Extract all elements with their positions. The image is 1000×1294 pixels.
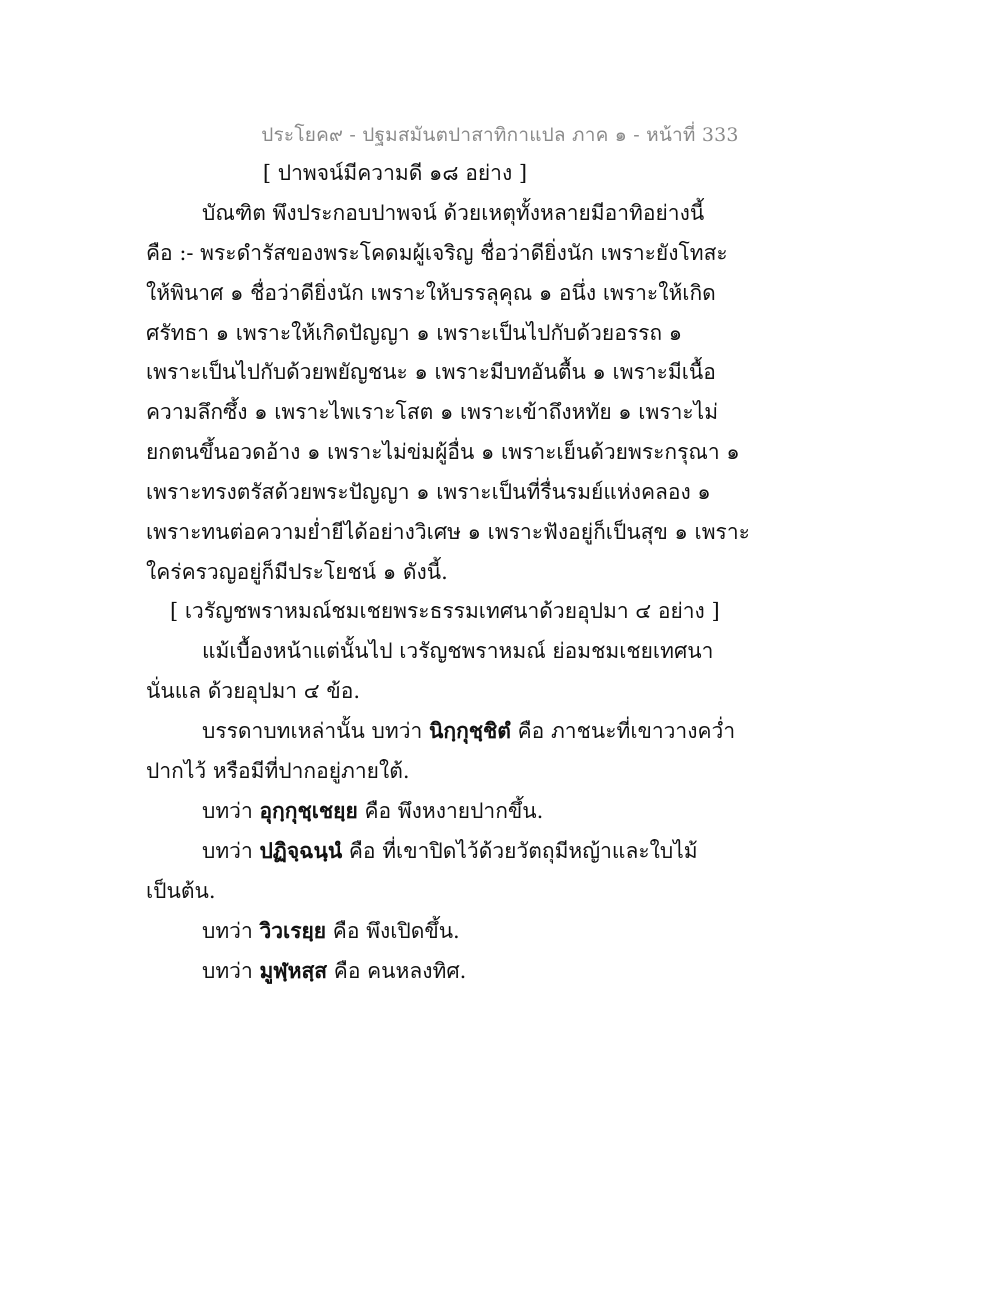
term-definition-line xyxy=(202,796,712,826)
definition-prefix: บทว่า xyxy=(202,839,260,863)
paragraph-line: เป็นต้น. xyxy=(146,879,216,903)
definition-text: คือ ที่เขาปิดไว้ด้วยวัตถุมีหญ้าและใบไม้ xyxy=(342,839,698,863)
section-heading-veranja: [ เวรัญชพราหมณ์ชมเชยพระธรรมเทศนาด้วยอุปมา ๔ อย่าง ] xyxy=(170,599,720,623)
pali-term: ปฏิจฺฉนฺนํ xyxy=(259,838,343,863)
definition-prefix: บรรดาบทเหล่านั้น บทว่า xyxy=(202,719,429,743)
term-definition-line xyxy=(202,916,712,946)
term-definition-line xyxy=(202,956,712,986)
pali-term: นิกฺกุชฺชิตํ xyxy=(429,718,511,743)
paragraph-line: คือ :- พระดำรัสของพระโคดมผู้เจริญ ชื่อว่าดียิ่งนัก เพราะยังโทสะ xyxy=(146,241,728,265)
pali-term: อุกฺกุชฺเชยฺย xyxy=(259,798,358,823)
paragraph-line: ยกตนขึ้นอวดอ้าง ๑ เพราะไม่ข่มผู้อื่น ๑ เพราะเย็นด้วยพระกรุณา ๑ xyxy=(146,440,740,464)
paragraph-line: บัณฑิต พึงประกอบปาพจน์ ด้วยเหตุทั้งหลายมีอาทิอย่างนี้ xyxy=(202,201,705,225)
paragraph-line: ให้พินาศ ๑ ชื่อว่าดียิ่งนัก เพราะให้บรรลุคุณ ๑ อนึ่ง เพราะให้เกิด xyxy=(146,281,716,305)
paragraph-line: ความลึกซึ้ง ๑ เพราะไพเราะโสต ๑ เพราะเข้าถึงหทัย ๑ เพราะไม่ xyxy=(146,400,719,424)
paragraph-line: ศรัทธา ๑ เพราะให้เกิดปัญญา ๑ เพราะเป็นไปกับด้วยอรรถ ๑ xyxy=(146,321,683,345)
paragraph-line: นั่นแล ด้วยอุปมา ๔ ข้อ. xyxy=(146,679,360,703)
term-definition-line xyxy=(202,836,712,866)
paragraph-line: แม้เบื้องหน้าแต่นั้นไป เวรัญชพราหมณ์ ย่อมชมเชยเทศนา xyxy=(202,639,714,663)
definition-text: คือ คนหลงทิศ. xyxy=(327,959,467,983)
paragraph-line: ใคร่ครวญอยู่ก็มีประโยชน์ ๑ ดังนี้. xyxy=(146,560,448,584)
term-definition-line xyxy=(202,716,736,746)
definition-prefix: บทว่า xyxy=(202,799,260,823)
definition-prefix: บทว่า xyxy=(202,919,260,943)
section-heading-pavachana: [ ปาพจน์มีความดี ๑๘ อย่าง ] xyxy=(262,161,528,185)
paragraph-line: เพราะเป็นไปกับด้วยพยัญชนะ ๑ เพราะมีบทอันตื้น ๑ เพราะมีเนื้อ xyxy=(146,360,716,384)
definition-prefix: บทว่า xyxy=(202,959,260,983)
definition-text: คือ ภาชนะที่เขาวางคว่ำ xyxy=(510,719,736,743)
paragraph-line: ปากไว้ หรือมีที่ปากอยู่ภายใต้. xyxy=(146,759,410,783)
page-header: ประโยค๙ - ปฐมสมันตปาสาทิกาแปล ภาค ๑ - หน้าที่ 333 xyxy=(261,124,739,146)
definition-text: คือ พึงเปิดขึ้น. xyxy=(326,919,460,943)
paragraph-line: เพราะทนต่อความย่ำยีได้อย่างวิเศษ ๑ เพราะฟังอยู่ก็เป็นสุข ๑ เพราะ xyxy=(146,520,750,544)
definition-text: คือ พึงหงายปากขึ้น. xyxy=(357,799,544,823)
pali-term: มูฬฺหสฺส xyxy=(259,958,328,983)
paragraph-line: เพราะทรงตรัสด้วยพระปัญญา ๑ เพราะเป็นที่รื่นรมย์แห่งคลอง ๑ xyxy=(146,480,711,504)
pali-term: วิวเรยฺย xyxy=(259,918,327,943)
